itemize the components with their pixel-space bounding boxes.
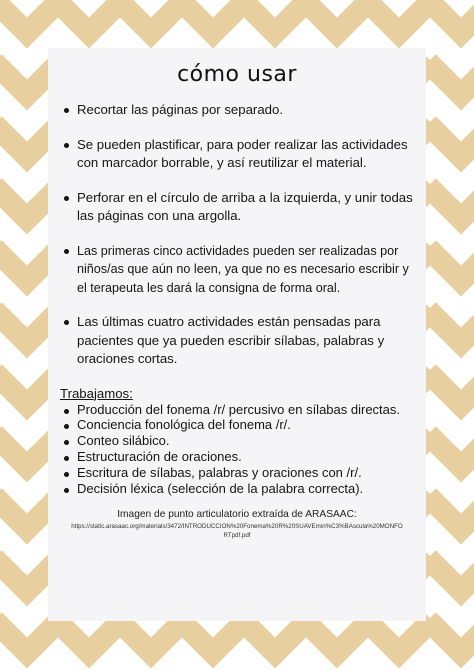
instructions-list <box>60 101 414 369</box>
work-item: Conciencia fonológica del fonema /r/. <box>60 417 414 433</box>
instruction-item: Perforar en el círculo de arriba a la izquierda, y unir todas las páginas con una argolla. <box>60 189 414 226</box>
work-item: Decisión léxica (selección de la palabra correcta). <box>60 481 414 497</box>
image-credit: Imagen de punto articulatorio extraída de ARASAAC: <box>117 508 357 520</box>
instruction-item: Las primeras cinco actividades pueden ser realizadas por niños/as que aún no leen, ya que no es necesario escribir y el terapeuta les dará la consigna de forma oral. <box>60 242 414 298</box>
work-item: Conteo silábico. <box>60 433 414 449</box>
page-title: cómo usar <box>177 62 297 87</box>
source-url: https://static.arasaac.org/materials/3472/INTRODUCCION%20Fonema%20R%20SUAVEmin%C3%BAscula%20MONFORTpdf.pdf <box>71 522 403 539</box>
work-item: Producción del fonema /r/ percusivo en sílabas directas. <box>60 402 414 418</box>
instruction-item: Las últimas cuatro actividades están pensadas para pacientes que ya pueden escribir sílabas, palabras y oraciones cortas. <box>60 313 414 369</box>
work-heading: Trabajamos: <box>60 385 133 401</box>
instruction-item: Se pueden plastificar, para poder realizar las actividades con marcador borrable, y así reutilizar el material. <box>60 136 414 173</box>
instructions-card <box>48 48 426 621</box>
work-item: Estructuración de oraciones. <box>60 449 414 465</box>
work-list <box>60 402 414 497</box>
instruction-item: Recortar las páginas por separado. <box>60 101 414 120</box>
work-item: Escritura de sílabas, palabras y oraciones con /r/. <box>60 465 414 481</box>
